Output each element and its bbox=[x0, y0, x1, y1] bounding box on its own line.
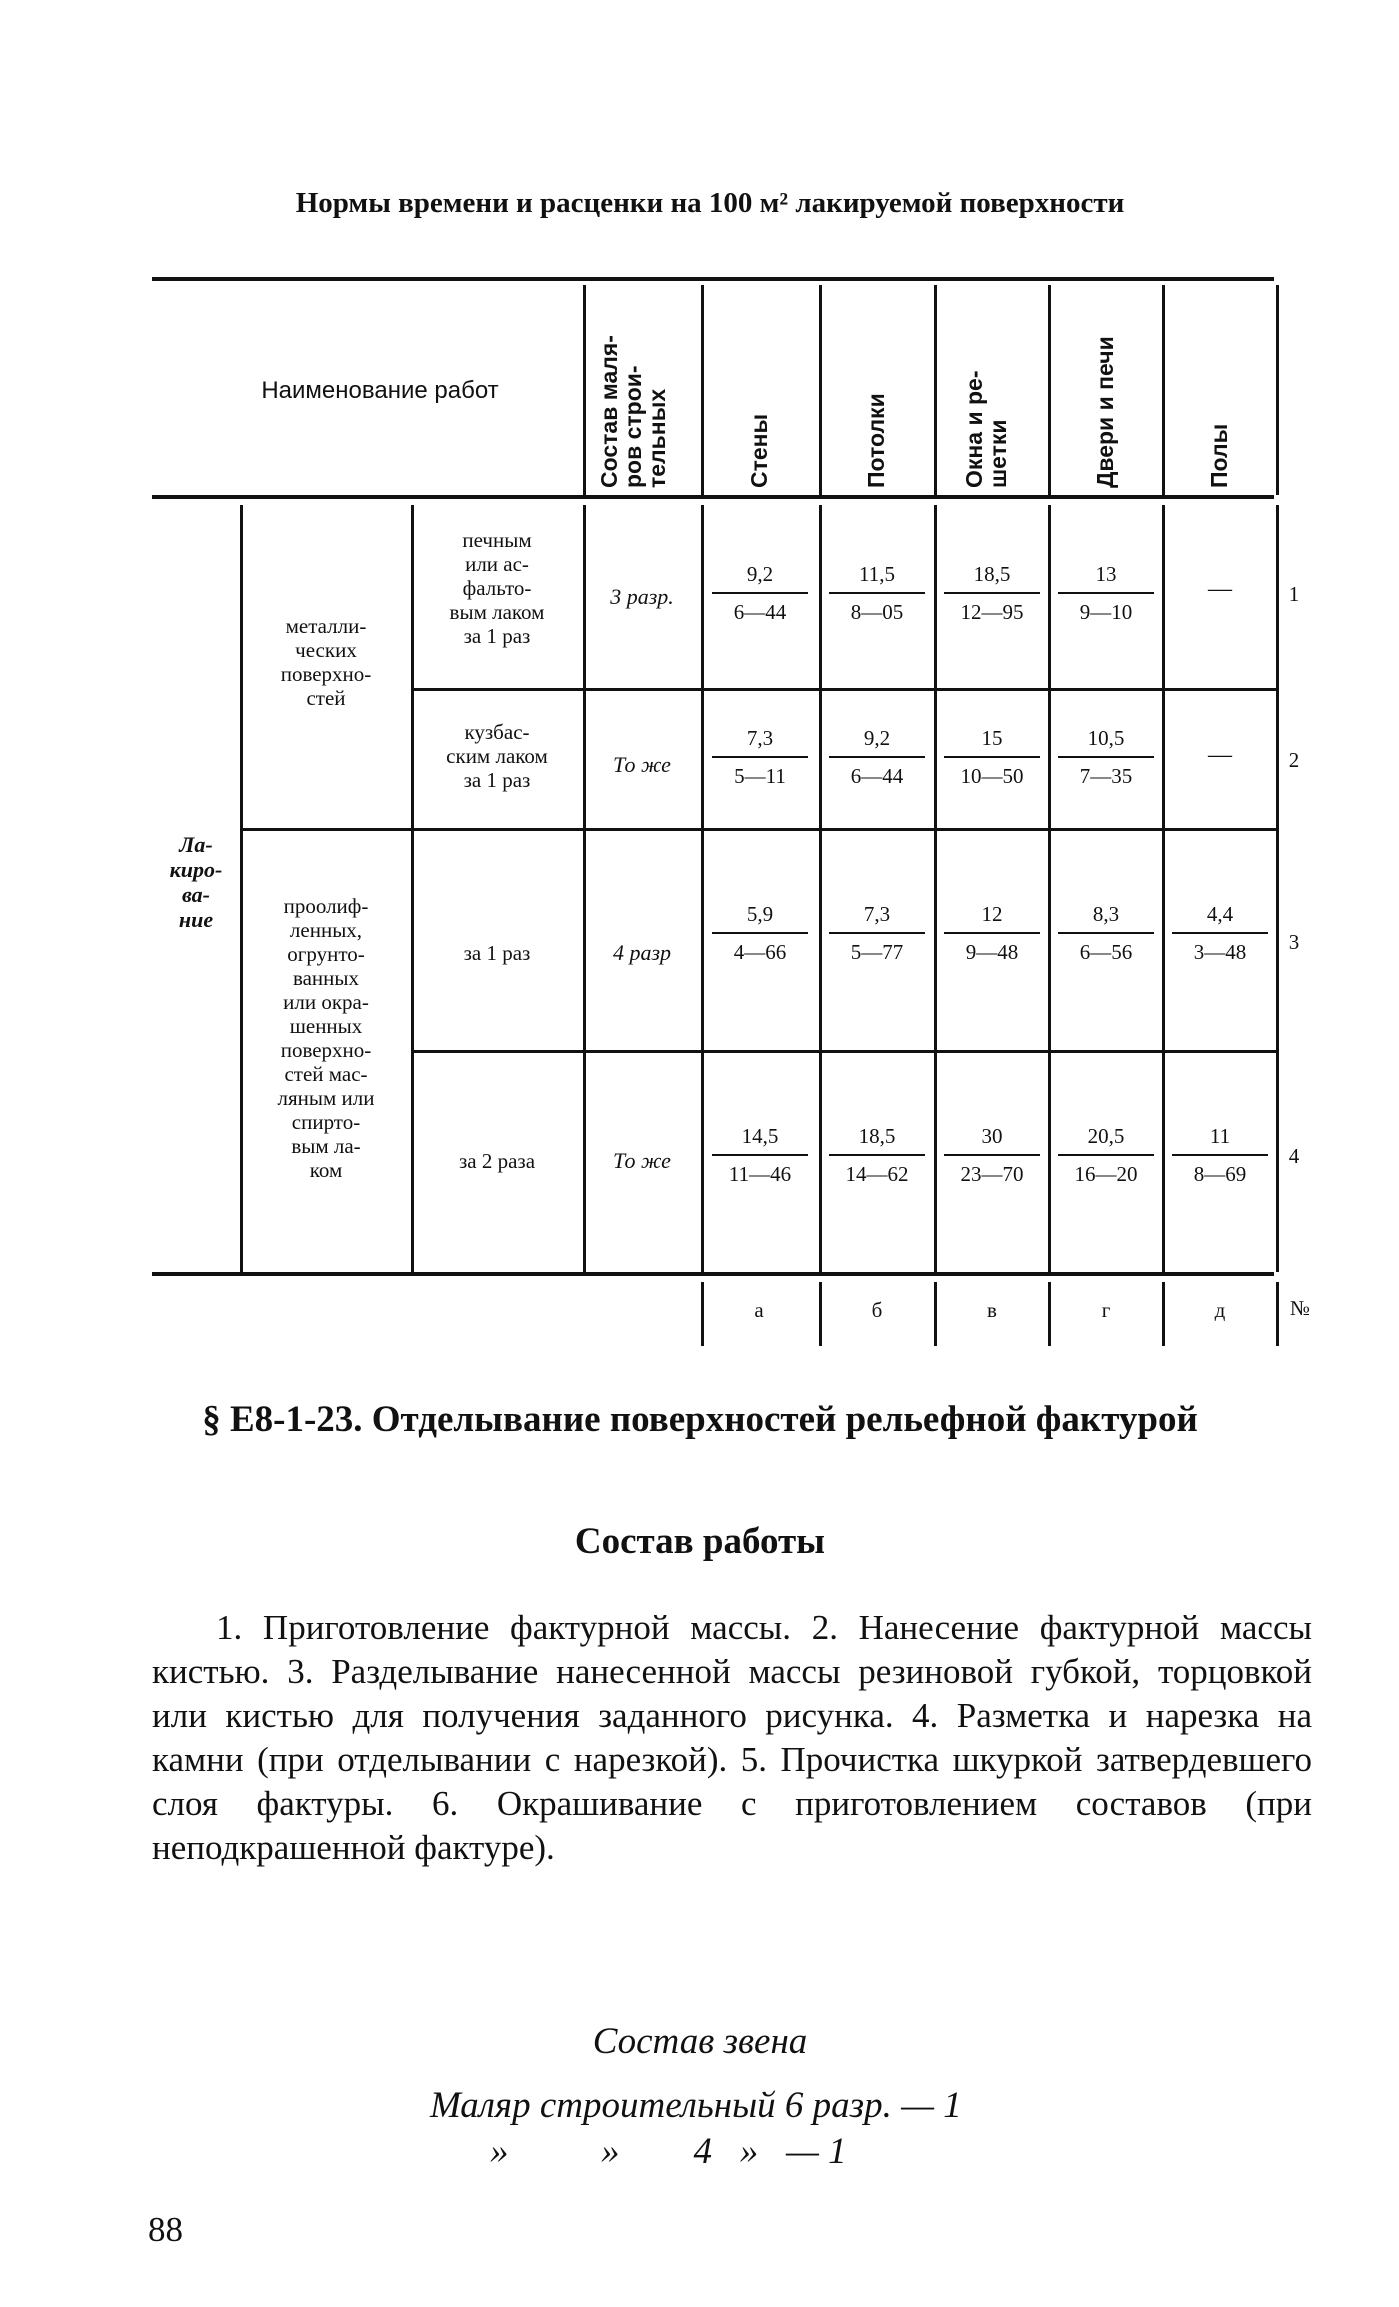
crew-line-2: » » 4 » — 1 bbox=[490, 2131, 847, 2172]
header-divider bbox=[934, 285, 937, 495]
fraction-bar bbox=[1172, 932, 1268, 934]
header-bottom-rule bbox=[152, 495, 1274, 499]
value-cell bbox=[1054, 724, 1158, 790]
number-key: № bbox=[1289, 1296, 1311, 1320]
row-rule bbox=[411, 688, 1277, 691]
page-number: 88 bbox=[148, 2210, 183, 2249]
subgroup-metal: металли- ческих поверхно- стей bbox=[280, 614, 372, 710]
price-value: 5—11 bbox=[734, 764, 786, 788]
table-caption: Нормы времени и расценки на 100 м² лакируемой поверхности bbox=[295, 187, 1125, 219]
price-value: 9—10 bbox=[1079, 600, 1133, 624]
value-cell bbox=[940, 900, 1044, 966]
header-divider bbox=[583, 285, 586, 495]
time-value: 7,3 bbox=[863, 902, 891, 926]
body-divider bbox=[819, 505, 822, 1272]
price-value: 23—70 bbox=[960, 1162, 1024, 1186]
body-divider bbox=[583, 505, 586, 1272]
fraction-bar bbox=[829, 756, 925, 758]
value-cell bbox=[1168, 1122, 1272, 1188]
header-col-windows: Окна и ре- шетки bbox=[961, 370, 1011, 488]
fraction-bar bbox=[829, 1154, 925, 1156]
work-row-1: печным или ас- фальто- вым лаком за 1 раз bbox=[449, 528, 545, 648]
value-cell bbox=[708, 1122, 812, 1188]
header-divider bbox=[1276, 285, 1279, 495]
value-cell bbox=[1054, 1122, 1158, 1188]
work-description: 1. Приготовление фактурной массы. 2. Нанесение фактурной массы кистью. 3. Разделывание нанесенной массы резиновой губкой, торцовкой или кистью для получения заданного рисунка. 4. Разметка и нарезка на камни (при отделывании с нарезкой). 5. Прочистка шкуркой затвердевшего слоя фактуры. 6. Окрашивание с приготовлением составов (при неподкрашенной фактуре). bbox=[152, 1608, 1312, 1867]
price-value: 3—48 bbox=[1193, 940, 1247, 964]
fraction-bar bbox=[1058, 1154, 1154, 1156]
fraction-bar bbox=[712, 592, 808, 594]
time-value: 4,4 bbox=[1206, 902, 1234, 926]
price-value: 16—20 bbox=[1074, 1162, 1138, 1186]
column-key: б bbox=[871, 1298, 883, 1322]
work-row-4: за 2 раза bbox=[458, 1149, 536, 1173]
price-value: 8—05 bbox=[850, 600, 904, 624]
value-cell bbox=[940, 1122, 1044, 1188]
body-divider bbox=[934, 505, 937, 1272]
time-value: 8,3 bbox=[1092, 902, 1120, 926]
table-top-rule bbox=[152, 277, 1274, 281]
column-key: а bbox=[754, 1298, 764, 1322]
header-divider bbox=[701, 285, 704, 495]
fraction-bar bbox=[829, 932, 925, 934]
column-key: д bbox=[1214, 1298, 1226, 1322]
fraction-bar bbox=[944, 932, 1040, 934]
table-bottom-rule bbox=[152, 1272, 1274, 1276]
price-value: 8—69 bbox=[1193, 1162, 1247, 1186]
fraction-bar bbox=[944, 592, 1040, 594]
fraction-bar bbox=[712, 756, 808, 758]
body-divider bbox=[1276, 505, 1279, 1272]
header-crew: Состав маля- ров строи- тельных bbox=[596, 335, 670, 488]
header-col-walls: Стены bbox=[746, 413, 772, 488]
value-cell bbox=[825, 1122, 929, 1188]
fraction-bar bbox=[829, 592, 925, 594]
time-value: 15 bbox=[981, 726, 1003, 750]
group-label: Ла- киро- ва- ние bbox=[169, 832, 223, 932]
value-cell bbox=[708, 900, 812, 966]
value-cell bbox=[708, 560, 812, 626]
column-key: в bbox=[987, 1298, 997, 1322]
price-value: 4—66 bbox=[733, 940, 787, 964]
crew-row-1: 3 разр. bbox=[610, 584, 674, 609]
value-cell bbox=[940, 560, 1044, 626]
work-row-3: за 1 раз bbox=[463, 941, 531, 965]
row-number: 2 bbox=[1288, 748, 1300, 772]
fraction-bar bbox=[1058, 756, 1154, 758]
time-value: 11 bbox=[1209, 1124, 1231, 1148]
fraction-bar bbox=[1058, 592, 1154, 594]
header-divider bbox=[1048, 285, 1051, 495]
time-value: 18,5 bbox=[858, 1124, 896, 1148]
body-divider bbox=[240, 505, 243, 1272]
value-cell bbox=[825, 900, 929, 966]
empty-value-dash: — bbox=[1208, 576, 1232, 602]
header-divider bbox=[819, 285, 822, 495]
fraction-bar bbox=[712, 932, 808, 934]
body-divider bbox=[411, 505, 414, 1272]
body-divider bbox=[1048, 505, 1051, 1272]
time-value: 10,5 bbox=[1087, 726, 1125, 750]
fraction-bar bbox=[712, 1154, 808, 1156]
crew-row-4: То же bbox=[613, 1148, 671, 1173]
time-value: 20,5 bbox=[1087, 1124, 1125, 1148]
row-number: 4 bbox=[1288, 1144, 1300, 1168]
row-rule bbox=[240, 828, 1277, 831]
column-key: г bbox=[1101, 1298, 1111, 1322]
crew-title: Состав звена bbox=[592, 2021, 808, 2062]
price-value: 5—77 bbox=[850, 940, 904, 964]
price-value: 10—50 bbox=[960, 764, 1024, 788]
time-value: 14,5 bbox=[741, 1124, 779, 1148]
work-row-2: кузбас- ским лаком за 1 раз bbox=[446, 720, 548, 792]
value-cell bbox=[1168, 900, 1272, 966]
price-value: 6—44 bbox=[733, 600, 787, 624]
price-value: 14—62 bbox=[845, 1162, 909, 1186]
row-rule bbox=[411, 1050, 1277, 1053]
crew-row-3: 4 разр bbox=[612, 940, 672, 965]
body-divider bbox=[1162, 505, 1165, 1272]
header-col-ceilings: Потолки bbox=[863, 393, 889, 488]
fraction-bar bbox=[944, 1154, 1040, 1156]
time-value: 12 bbox=[981, 902, 1003, 926]
value-cell bbox=[825, 724, 929, 790]
empty-value-dash: — bbox=[1208, 742, 1232, 768]
header-col-doors: Двери и печи bbox=[1092, 336, 1118, 488]
section-title: § Е8-1-23. Отделывание поверхностей рельефной фактурой bbox=[202, 1399, 1198, 1440]
time-value: 13 bbox=[1095, 562, 1117, 586]
time-value: 5,9 bbox=[746, 902, 774, 926]
value-cell bbox=[1054, 560, 1158, 626]
value-cell bbox=[940, 724, 1044, 790]
row-number: 3 bbox=[1288, 930, 1300, 954]
time-value: 11,5 bbox=[859, 562, 895, 586]
price-value: 6—44 bbox=[850, 764, 904, 788]
value-cell bbox=[708, 724, 812, 790]
value-cell bbox=[1054, 900, 1158, 966]
footer-divider bbox=[1276, 1282, 1279, 1346]
price-value: 6—56 bbox=[1079, 940, 1133, 964]
price-value: 12—95 bbox=[960, 600, 1024, 624]
time-value: 18,5 bbox=[973, 562, 1011, 586]
time-value: 7,3 bbox=[746, 726, 774, 750]
price-value: 11—46 bbox=[728, 1162, 792, 1186]
price-value: 7—35 bbox=[1079, 764, 1133, 788]
time-value: 9,2 bbox=[746, 562, 774, 586]
fraction-bar bbox=[1172, 1154, 1268, 1156]
time-value: 30 bbox=[981, 1124, 1003, 1148]
header-work-name: Наименование работ bbox=[261, 377, 499, 404]
subgroup-oiled: проолиф- ленных, огрунто- ванных или окра- шенных поверхно- стей мас- ляным или спирто- вым ла- ком bbox=[277, 894, 375, 1182]
fraction-bar bbox=[1058, 932, 1154, 934]
section-subtitle: Состав работы bbox=[574, 1521, 826, 1562]
header-col-floors: Полы bbox=[1206, 423, 1232, 488]
crew-row-2: То же bbox=[613, 752, 671, 777]
header-divider bbox=[1162, 285, 1165, 495]
crew-line-1: Маляр строительный 6 разр. — 1 bbox=[430, 2085, 962, 2126]
value-cell bbox=[825, 560, 929, 626]
body-divider bbox=[701, 505, 704, 1272]
row-number: 1 bbox=[1288, 582, 1300, 606]
fraction-bar bbox=[944, 756, 1040, 758]
price-value: 9—48 bbox=[965, 940, 1019, 964]
time-value: 9,2 bbox=[863, 726, 891, 750]
